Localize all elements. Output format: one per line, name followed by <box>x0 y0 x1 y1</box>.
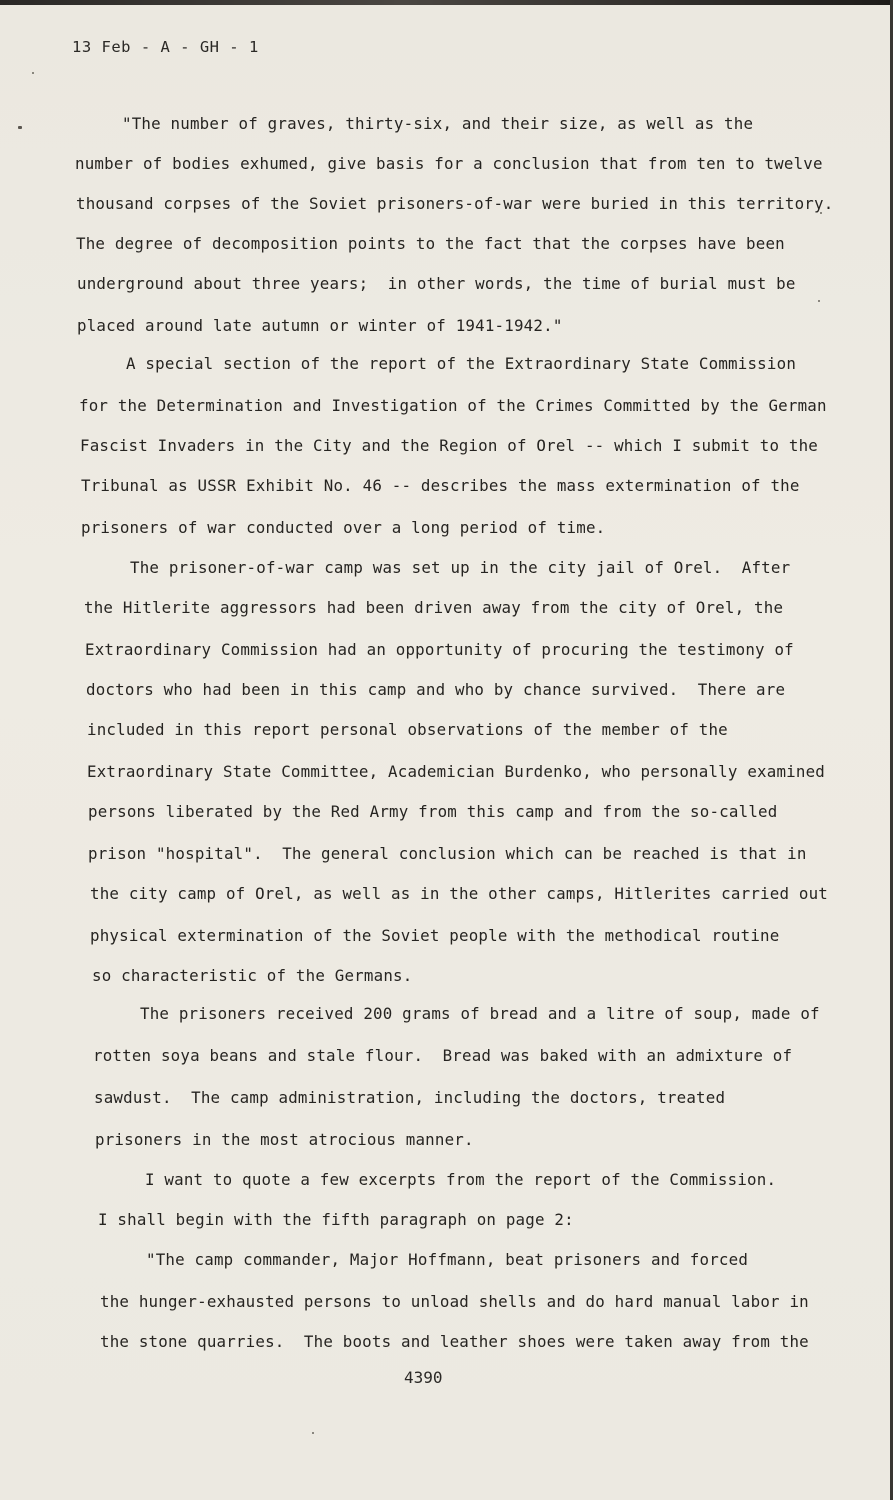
text-line: prisoners in the most atrocious manner. <box>95 1130 474 1149</box>
text-line: The prisoner-of-war camp was set up in the city jail of Orel. After <box>130 558 791 577</box>
text-line: I shall begin with the fifth paragraph on page 2: <box>98 1210 574 1229</box>
text-line: persons liberated by the Red Army from this camp and from the so-called <box>88 802 778 821</box>
text-line: included in this report personal observations of the member of the <box>87 720 728 739</box>
text-line: rotten soya beans and stale flour. Bread was baked with an admixture of <box>93 1046 793 1065</box>
text-line: The degree of decomposition points to the fact that the corpses have been <box>76 234 785 253</box>
text-line: prisoners of war conducted over a long period of time. <box>81 518 606 537</box>
page-top-edge <box>0 0 893 5</box>
text-line: "The number of graves, thirty-six, and their size, as well as the <box>122 114 754 133</box>
text-line: physical extermination of the Soviet people with the methodical routine <box>90 926 780 945</box>
text-line: Tribunal as USSR Exhibit No. 46 -- describes the mass extermination of the <box>81 476 800 495</box>
text-line: Extraordinary Commission had an opportunity of procuring the testimony of <box>85 640 794 659</box>
margin-mark <box>18 126 22 129</box>
text-line: doctors who had been in this camp and who by chance survived. There are <box>86 680 786 699</box>
text-line: sawdust. The camp administration, including the doctors, treated <box>94 1088 726 1107</box>
text-line: "The camp commander, Major Hoffmann, beat prisoners and forced <box>146 1250 749 1269</box>
text-line: placed around late autumn or winter of 1941-1942." <box>77 316 563 335</box>
paper-speck <box>312 1432 314 1434</box>
paper-speck <box>32 72 34 74</box>
text-line: for the Determination and Investigation of the Crimes Committed by the German <box>79 396 827 415</box>
text-line: the hunger-exhausted persons to unload shells and do hard manual labor in <box>100 1292 809 1311</box>
text-line: prison "hospital". The general conclusion which can be reached is that in <box>88 844 807 863</box>
text-line: the stone quarries. The boots and leather shoes were taken away from the <box>100 1332 809 1351</box>
text-line: so characteristic of the Germans. <box>92 966 413 985</box>
text-line: Extraordinary State Committee, Academician Burdenko, who personally examined <box>87 762 825 781</box>
text-line: the city camp of Orel, as well as in the other camps, Hitlerites carried out <box>90 884 828 903</box>
text-line: I want to quote a few excerpts from the report of the Commission. <box>145 1170 777 1189</box>
text-line: underground about three years; in other words, the time of burial must be <box>77 274 796 293</box>
text-line: the Hitlerite aggressors had been driven away from the city of Orel, the <box>84 598 784 617</box>
text-line: thousand corpses of the Soviet prisoners-of-war were buried in this territory. <box>76 194 834 213</box>
paper-speck <box>818 300 820 302</box>
page-number: 4390 <box>404 1368 443 1387</box>
page-header: 13 Feb - A - GH - 1 <box>72 38 259 56</box>
text-line: number of bodies exhumed, give basis for a conclusion that from ten to twelve <box>75 154 823 173</box>
text-line: The prisoners received 200 grams of bread and a litre of soup, made of <box>140 1004 820 1023</box>
text-line: Fascist Invaders in the City and the Region of Orel -- which I submit to the <box>80 436 818 455</box>
text-line: A special section of the report of the Extraordinary State Commission <box>126 354 797 373</box>
